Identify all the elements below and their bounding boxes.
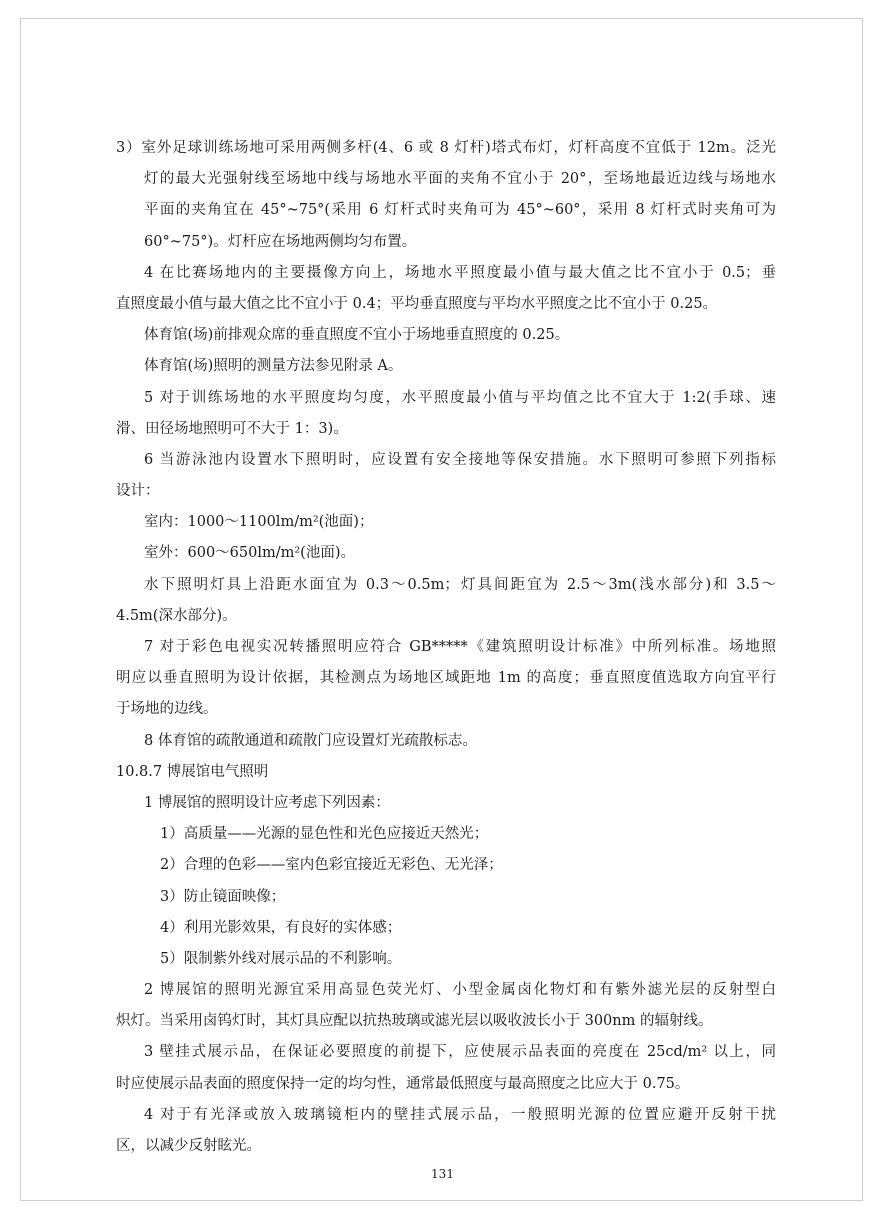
text-line: 8 体育馆的疏散通道和疏散门应设置灯光疏散标志。 <box>144 732 477 749</box>
text-line: 5 对于训练场地的水平照度均匀度，水平照度最小值与平均值之比不宜大于 1:2(手球、速 <box>144 389 776 406</box>
text-line: 水下照明灯具上沿距水面宜为 0.3～0.5m；灯具间距宜为 2.5～3m(浅水部分)和 3.5～ <box>144 576 776 593</box>
text-line: 3 壁挂式展示品，在保证必要照度的前提下，应使展示品表面的亮度在 25cd/m² 以上，同 <box>144 1044 776 1061</box>
text-line: 6 当游泳池内设置水下照明时，应设置有安全接地等保安措施。水下照明可参照下列指标 <box>144 451 776 468</box>
page-number: 131 <box>431 1167 454 1181</box>
text-line: 2）合理的色彩——室内色彩宜接近无彩色、无光泽； <box>160 857 503 874</box>
text-line: 4.5m(深水部分)。 <box>116 607 237 624</box>
text-line: 时应使展示品表面的照度保持一定的均匀性，通常最低照度与最高照度之比应大于 0.75。 <box>116 1075 690 1092</box>
text-line: 平面的夹角宜在 45°~75°(采用 6 灯杆式时夹角可为 45°~60°，采用 8 灯杆式时夹角可为 <box>144 202 776 219</box>
text-line: 1）高质量——光源的显色性和光色应接近天然光； <box>160 826 489 843</box>
text-line: 区，以减少反射眩光。 <box>116 1138 261 1154</box>
text-line: 4）利用光影效果，有良好的实体感； <box>160 919 402 936</box>
text-line: 体育馆(场)前排观众席的垂直照度不宜小于场地垂直照度的 0.25。 <box>144 327 570 344</box>
text-line: 3）室外足球训练场地可采用两侧多杆(4、6 或 8 灯杆)塔式布灯，灯杆高度不宜低于 12m。泛光 <box>116 140 776 156</box>
text-line: 滑、田径场地照明可不大于 1：3)。 <box>116 420 348 437</box>
text-line: 炽灯。当采用卤钨灯时，其灯具应配以抗热玻璃或滤光层以吸收波长小于 300nm 的辐射线。 <box>116 1013 713 1030</box>
document-body <box>116 133 776 1162</box>
text-line: 室内：1000～1100lm/m²(池面)； <box>144 514 374 531</box>
text-line: 4 在比赛场地内的主要摄像方向上，场地水平照度最小值与最大值之比不宜小于 0.5；垂 <box>144 264 776 281</box>
text-line: 明应以垂直照明为设计依据，其检测点为场地区域距地 1m 的高度；垂直照度值选取方向宜平行 <box>116 670 776 687</box>
text-line: 室外：600～650lm/m²(池面)。 <box>144 545 355 562</box>
text-line: 体育馆(场)照明的测量方法参见附录 A。 <box>144 358 403 375</box>
text-line: 10.8.7 博展馆电气照明 <box>116 763 269 780</box>
text-line: 5）限制紫外线对展示品的不利影响。 <box>160 950 402 967</box>
text-line: 灯的最大光强射线至场地中线与场地水平面的夹角不宜小于 20°，至场地最近边线与场地水 <box>144 171 776 188</box>
text-line: 设计： <box>116 483 160 500</box>
text-line: 7 对于彩色电视实况转播照明应符合 GB*****《建筑照明设计标准》中所列标准。场地照 <box>144 639 776 655</box>
text-line: 1 博展馆的照明设计应考虑下列因素： <box>144 794 390 811</box>
text-line: 直照度最小值与最大值之比不宜小于 0.4；平均垂直照度与平均水平照度之比不宜小于 0.25。 <box>116 295 718 312</box>
text-line: 4 对于有光泽或放入玻璃镜柜内的壁挂式展示品，一般照明光源的位置应避开反射干扰 <box>144 1106 776 1123</box>
text-line: 2 博展馆的照明光源宜采用高显色荧光灯、小型金属卤化物灯和有紫外滤光层的反射型白 <box>144 982 776 999</box>
text-line: 于场地的边线。 <box>116 701 218 718</box>
text-line: 3）防止镜面映像； <box>160 888 286 905</box>
text-line: 60°~75°)。灯杆应在场地两侧均匀布置。 <box>144 233 417 250</box>
